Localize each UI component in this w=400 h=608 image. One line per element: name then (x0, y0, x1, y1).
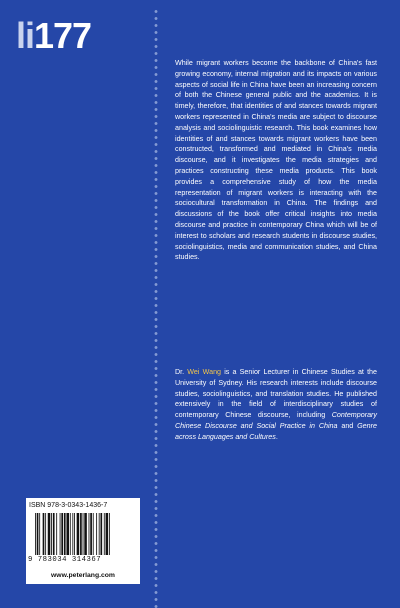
author-bio (175, 367, 377, 443)
book-description: While migrant workers become the backbone of China's fast growing economy, internal migration and its impacts on various aspects of social life in China have been an increasing concern of both the Chinese general public and the academics. It is timely, therefore, that identities of and stances towards migrant workers represented in China's media are subject to discourse analysis and sociolinguistic research. This book examines how identities of and stances towards migrant workers have been constructed, transformed and mediated in China's media discourse, and it investigates the media strategies and practices constructing these media products. This book provides a comprehensive study of how the media representation of migrant workers is interacting with the sociocultural transformation in China. The findings and discussions of the book offer critical insights into media discourse and practice in contemporary China which will be of interest to scholars and research students in discourse studies, sociolinguistics, media and communication studies, and China studies. (175, 59, 377, 262)
dotted-divider (153, 8, 159, 608)
series-prefix: li (16, 15, 35, 56)
author-name: Wei Wang (187, 368, 222, 376)
bio-text-2: and (337, 421, 358, 430)
barcode-icon (35, 513, 133, 555)
bio-text-1: is a Senior Lecturer in Chinese Studies at the University of Sydney. His research interests include discourse studies, sociolinguistics, and translation studies. He published extensively in the field of interdisciplinary studies of contemporary Chinese discourse, including (175, 368, 377, 420)
bio-book-title-1: Contemporary Chinese Discourse and Social Practice in China (175, 411, 377, 430)
publisher-url: www.peterlang.com (51, 572, 115, 579)
series-logo (16, 15, 92, 56)
barcode-panel (26, 498, 140, 584)
bio-text-3: . (275, 432, 278, 441)
bio-book-title-2: Genre across Languages and Cultures (175, 421, 377, 441)
series-number: 177 (34, 15, 92, 56)
isbn-label: ISBN 978-3-0343-1436-7 (29, 502, 108, 509)
bio-prefix: Dr. (175, 368, 188, 376)
barcode-digits: 9 783034 314367 (28, 556, 102, 564)
